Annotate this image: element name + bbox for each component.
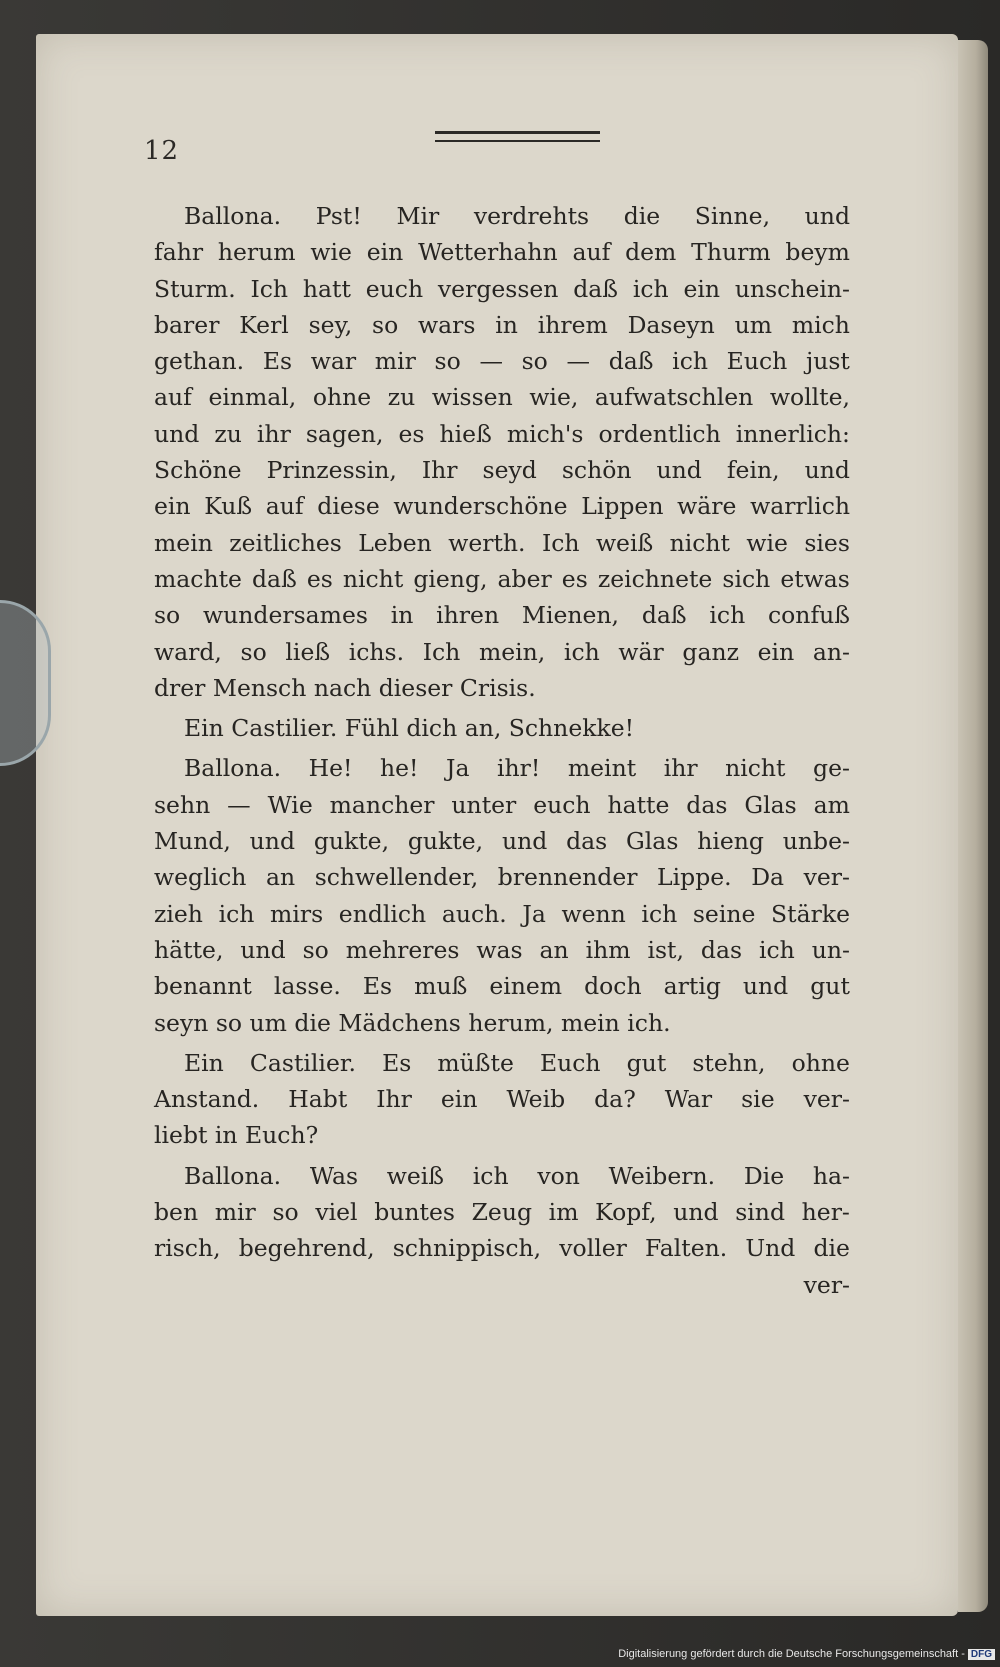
word: unschein- [734,274,850,303]
word: Es [382,1048,412,1077]
word: War [664,1085,713,1114]
word: das [686,790,728,819]
word: Ihr [421,456,458,485]
word: un- [811,935,850,964]
word: Thurm [691,238,771,267]
word: gukte, [313,827,390,856]
word: zeitliches [229,528,342,557]
word: Euch [539,1048,601,1077]
word: wunderschöne [393,492,568,521]
word: Ballona. [184,754,282,783]
word: verdrehts [473,202,590,230]
word: innerlich: [735,419,850,448]
word: he! [380,754,419,783]
word: schön [561,456,632,485]
word: gieng, [413,564,488,593]
word: weglich [154,863,247,892]
word: ein [366,238,404,267]
word: wie [310,238,352,267]
word: ich [709,601,746,630]
word: Wetterhahn [418,238,558,267]
word: mirs [270,899,324,928]
word: Ballona. [184,202,282,230]
word: daß [573,274,619,303]
word: ihrem [537,310,608,339]
word: dem [625,238,677,267]
word: ein [440,1085,478,1114]
word: Prinzessin, [266,456,397,485]
word: ha- [812,1161,850,1190]
header-rule-thin [435,140,600,142]
word: seyd [482,456,537,485]
word: müßte [437,1048,514,1077]
word: Lippen [581,492,664,521]
page-number: 12 [144,136,180,166]
word: Mir [396,202,440,230]
word: mir [374,347,416,376]
word: und [501,827,548,856]
word: doch [584,972,642,1001]
word: meint [567,754,637,783]
word: begehrend, [238,1234,375,1263]
text-line [154,859,850,895]
word: Schöne [154,456,242,485]
text-line [154,271,850,307]
word: sey, [308,310,353,339]
word: gut [810,972,850,1001]
page-text [154,198,850,1303]
text-line [154,1045,850,1081]
word: ein [683,274,721,303]
word: diese [317,492,380,521]
word: Da [751,863,785,892]
word: Lippe. [657,863,732,892]
word: hatte [607,790,670,819]
word: unter [451,790,517,819]
word: ver- [803,1085,850,1114]
word: es [306,564,333,593]
text-line [154,1230,850,1266]
word: Daseyn [627,310,715,339]
word: das [700,935,743,964]
word: Glas [626,827,679,856]
word: confuß [768,601,850,630]
text-line [154,750,850,786]
word: mich's [506,419,584,448]
text-line [154,307,850,343]
word: Ja [446,754,470,783]
text-line [154,379,850,415]
text-line: liebt in Euch? [154,1121,319,1150]
word: mehreres [345,935,460,964]
word: hatt [302,274,351,303]
word: ich [672,347,708,376]
word: und [804,456,850,485]
word: fahr [154,238,204,267]
page-clip [0,600,51,766]
word: und [656,456,702,485]
word: wär [618,637,664,666]
word: so [434,347,461,376]
word: so [302,935,329,964]
word: just [805,347,850,376]
word: wäre [677,492,737,521]
word: sind [735,1198,785,1227]
word: war [310,347,357,376]
word: Mund, [154,827,231,856]
word: so [372,310,399,339]
text-line [154,597,850,633]
word: ganz [682,637,739,666]
word: und [249,827,295,856]
word: nicht [725,754,786,783]
word: und [240,935,286,964]
word: stehn, [692,1048,766,1077]
word: euch [365,274,424,303]
word: unbe- [782,827,850,856]
word: Zeug [471,1198,533,1227]
word: auf [154,383,192,412]
word: Kerl [239,310,289,339]
word: Die [743,1161,785,1190]
word: Ja [522,899,546,928]
word: zu [214,419,242,448]
word: Weib [506,1085,566,1114]
word: auch. [441,899,507,928]
word: wenn [561,899,626,928]
word: ihm [585,935,631,964]
word: wie [746,528,788,557]
word: weiß [595,528,654,557]
text-line [154,634,850,670]
text-line [154,1194,850,1230]
word: mein [154,528,213,557]
word: an- [812,637,850,666]
word: Castilier. [249,1048,356,1077]
word: voller [559,1234,627,1263]
word: artig [663,972,721,1001]
word: Pst! [315,202,362,230]
word: schnippisch, [392,1234,542,1263]
word: machte [154,564,242,593]
text-line [154,488,850,524]
word: ohne [312,383,372,412]
word: zeichnete [597,564,713,593]
word: ihr! [497,754,541,783]
word: Leben [358,528,432,557]
word: Mienen, [521,601,620,630]
word: Es [262,347,293,376]
word: gukte, [407,827,484,856]
word: auf [265,492,304,521]
word: und [154,419,200,448]
word: Ein [184,1048,224,1077]
word: was [476,935,523,964]
word: um [734,310,773,339]
text-line [154,896,850,932]
word: aber [497,564,552,593]
word: her- [801,1198,850,1227]
word: die [623,202,661,230]
word: Euch [726,347,788,376]
word: schwellender, [314,863,479,892]
word: ichs. [348,637,405,666]
word: zu [387,383,416,412]
word: aufwatschlen [594,383,754,412]
word: einmal, [208,383,297,412]
word: wie, [529,383,579,412]
word: werth. [448,528,526,557]
word: wundersames [203,601,368,630]
word: Ich [250,274,289,303]
word: so [240,637,267,666]
text-line: Ein Castilier. Fühl dich an, Schnekke! [184,714,635,743]
word: ich [641,899,678,928]
word: — [227,790,251,819]
word: Ich [541,528,580,557]
word: Ballona. [184,1161,282,1190]
header-rule [435,131,600,134]
footer-credit [600,1648,995,1664]
text-line [154,452,850,488]
text-line [154,525,850,561]
word: Ich [422,637,461,666]
word: gut [626,1048,667,1077]
word: mich [791,310,850,339]
text-line [154,787,850,823]
word: Falten. [645,1234,728,1263]
word: ist, [647,935,684,964]
word: daß [252,564,297,593]
word: muß [414,972,468,1001]
word: Stärke [771,899,850,928]
word: ward, [154,637,222,666]
word: einem [489,972,563,1001]
word: sagen, [305,419,384,448]
word: und [673,1198,719,1227]
word: ließ [285,637,331,666]
word: daß [608,347,654,376]
word: daß [641,601,687,630]
catchword: ver- [803,1270,850,1299]
word: warrlich [750,492,850,521]
word: Kuß [204,492,253,521]
word: nicht [669,528,730,557]
word: an [265,863,296,892]
word: und [804,202,850,230]
word: lasse. [273,972,341,1001]
word: vergessen [437,274,559,303]
word: barer [154,310,220,339]
word: ich [632,274,669,303]
word: buntes [374,1198,455,1227]
text-line: drer Mensch nach dieser Crisis. [154,673,536,702]
word: risch, [154,1234,221,1263]
word: mir [214,1198,256,1227]
word: herum [217,238,296,267]
word: mein, [478,637,546,666]
word: — [479,347,503,376]
word: nicht [342,564,404,593]
word: brennender [497,863,638,892]
word: an [539,935,569,964]
word: sie [741,1085,775,1114]
word: ordentlich [598,419,721,448]
word: ich [218,899,255,928]
word: da? [594,1085,636,1114]
text-line [154,1081,850,1117]
word: Kopf, [595,1198,657,1227]
word: im [548,1198,579,1227]
word: fein, [726,456,780,485]
word: ben [154,1198,199,1227]
text-line [154,234,850,270]
dfg-logo: DFG [968,1649,995,1660]
text-line [154,1158,850,1194]
word: am [813,790,850,819]
word: endlich [338,899,427,928]
word: ver- [803,863,850,892]
word: — [566,347,591,376]
word: seine [692,899,756,928]
word: weiß [386,1161,445,1190]
word: es [398,419,425,448]
word: ein [757,637,795,666]
word: Habt [288,1085,348,1114]
word: so [521,347,548,376]
word: beym [785,238,850,267]
text-line [154,932,850,968]
word: benannt [154,972,252,1001]
word: Sturm. [154,274,236,303]
word: ihr [663,754,698,783]
word: Glas [744,790,797,819]
word: Es [362,972,393,1001]
word: Ihr [376,1085,412,1114]
word: Wie [267,790,313,819]
word: gethan. [154,347,245,376]
word: Sinne, [694,202,771,230]
text-line [154,343,850,379]
word: in [495,310,518,339]
word: wissen [431,383,513,412]
word: ich [758,935,795,964]
word: sies [804,528,850,557]
word: sehn [154,790,211,819]
text-line [154,198,850,234]
word: Und [745,1234,796,1263]
word: hätte, [154,935,224,964]
word: ihren [436,601,500,630]
page-edge [958,40,988,1612]
word: von [537,1161,580,1190]
word: auf [572,238,611,267]
word: wars [418,310,476,339]
word: hieng [697,827,764,856]
word: etwas [780,564,850,593]
word: ich [563,637,600,666]
word: die [813,1234,850,1263]
word: Anstand. [154,1085,260,1114]
word: wollte, [769,383,850,412]
word: es [561,564,588,593]
word: das [566,827,608,856]
text-line [154,416,850,452]
word: Weibern. [608,1161,716,1190]
word: so [154,601,181,630]
text-line [154,823,850,859]
word: und [742,972,789,1001]
text-line [154,561,850,597]
word: hieß [439,419,492,448]
word: so [272,1198,299,1227]
word: zieh [154,899,203,928]
word: ihr [256,419,291,448]
word: euch [533,790,591,819]
word: ge- [813,754,850,783]
word: ein [154,492,191,521]
word: in [390,601,414,630]
text-line: seyn so um die Mädchens herum, mein ich. [154,1008,671,1037]
word: ohne [791,1048,850,1077]
text-line [154,968,850,1004]
word: viel [315,1198,358,1227]
word: He! [308,754,353,783]
word: mancher [329,790,435,819]
word: ich [472,1161,509,1190]
word: Was [309,1161,359,1190]
footer-text: Digitalisierung gefördert durch die Deutsche Forschungsgemeinschaft - [618,1648,965,1660]
word: sich [722,564,771,593]
